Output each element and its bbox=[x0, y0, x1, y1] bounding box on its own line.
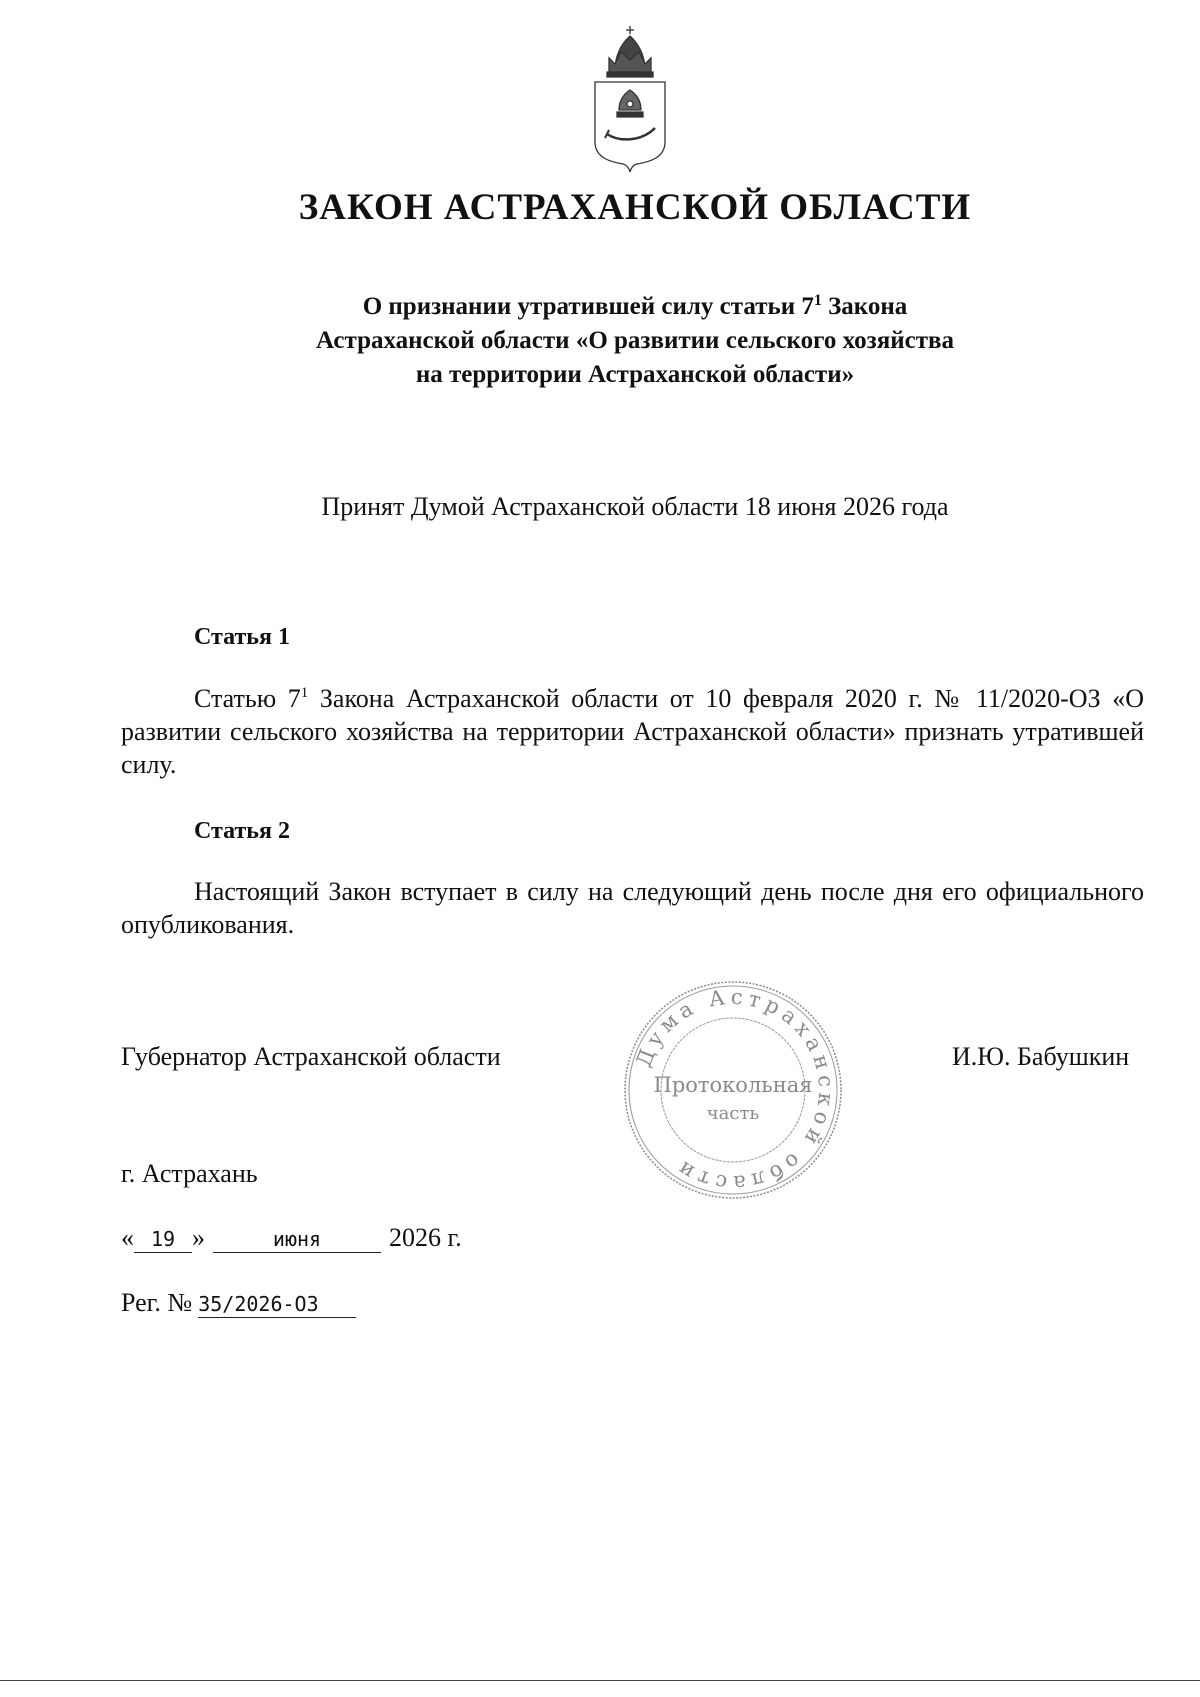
signing-date: « 19 » июня 2026 г. bbox=[121, 1223, 462, 1252]
adoption-note: Принят Думой Астраханской области 18 июня 2026 года bbox=[321, 492, 949, 521]
signatory-name: И.Ю. Бабушкин bbox=[952, 1042, 1130, 1071]
date-year: 2026 г. bbox=[389, 1223, 462, 1252]
subtitle-line-3: на территории Астраханской области» bbox=[415, 361, 855, 388]
place-of-signing: г. Астрахань bbox=[121, 1159, 258, 1188]
reg-number-field: 35/2026-ОЗ bbox=[198, 1291, 356, 1318]
article-1-text: Статью $7^1$ Закона Астраханской области от 10 февраля 2020 г. № 11/2020-ОЗ «О развитии сельского хозяйства на территории Астраханской области» признать утратившей силу. bbox=[121, 684, 1144, 779]
stamp-ring-text: Дума Астраханской области bbox=[631, 984, 839, 1196]
subtitle-line-2: Астраханской области «О развитии сельского хозяйства bbox=[315, 327, 955, 354]
document-subtitle bbox=[0, 290, 1200, 392]
duma-stamp bbox=[618, 978, 848, 1203]
registration-number: Рег. № 35/2026-ОЗ bbox=[121, 1288, 356, 1318]
date-month-field: июня bbox=[213, 1226, 381, 1253]
document-title: ЗАКОН АСТРАХАНСКОЙ ОБЛАСТИ bbox=[298, 187, 972, 228]
article-2-text: Настоящий Закон вступает в силу на следующий день после дня его официального опубликования. bbox=[121, 877, 1144, 939]
signatory-position: Губернатор Астраханской области bbox=[121, 1042, 501, 1071]
article-2-heading: Статья 2 bbox=[194, 818, 290, 844]
subtitle-line-1: О признании утратившей силу статьи $7^1$ Закона bbox=[362, 292, 908, 320]
stamp-center-line-2: часть bbox=[706, 1103, 760, 1124]
bottom-rule bbox=[0, 1680, 1200, 1681]
article-1-heading: Статья 1 bbox=[194, 624, 290, 650]
stamp-center-line-1: Протокольная bbox=[653, 1073, 813, 1097]
date-day-field: 19 bbox=[134, 1226, 192, 1253]
astrakhan-coat-of-arms-icon bbox=[585, 22, 675, 177]
